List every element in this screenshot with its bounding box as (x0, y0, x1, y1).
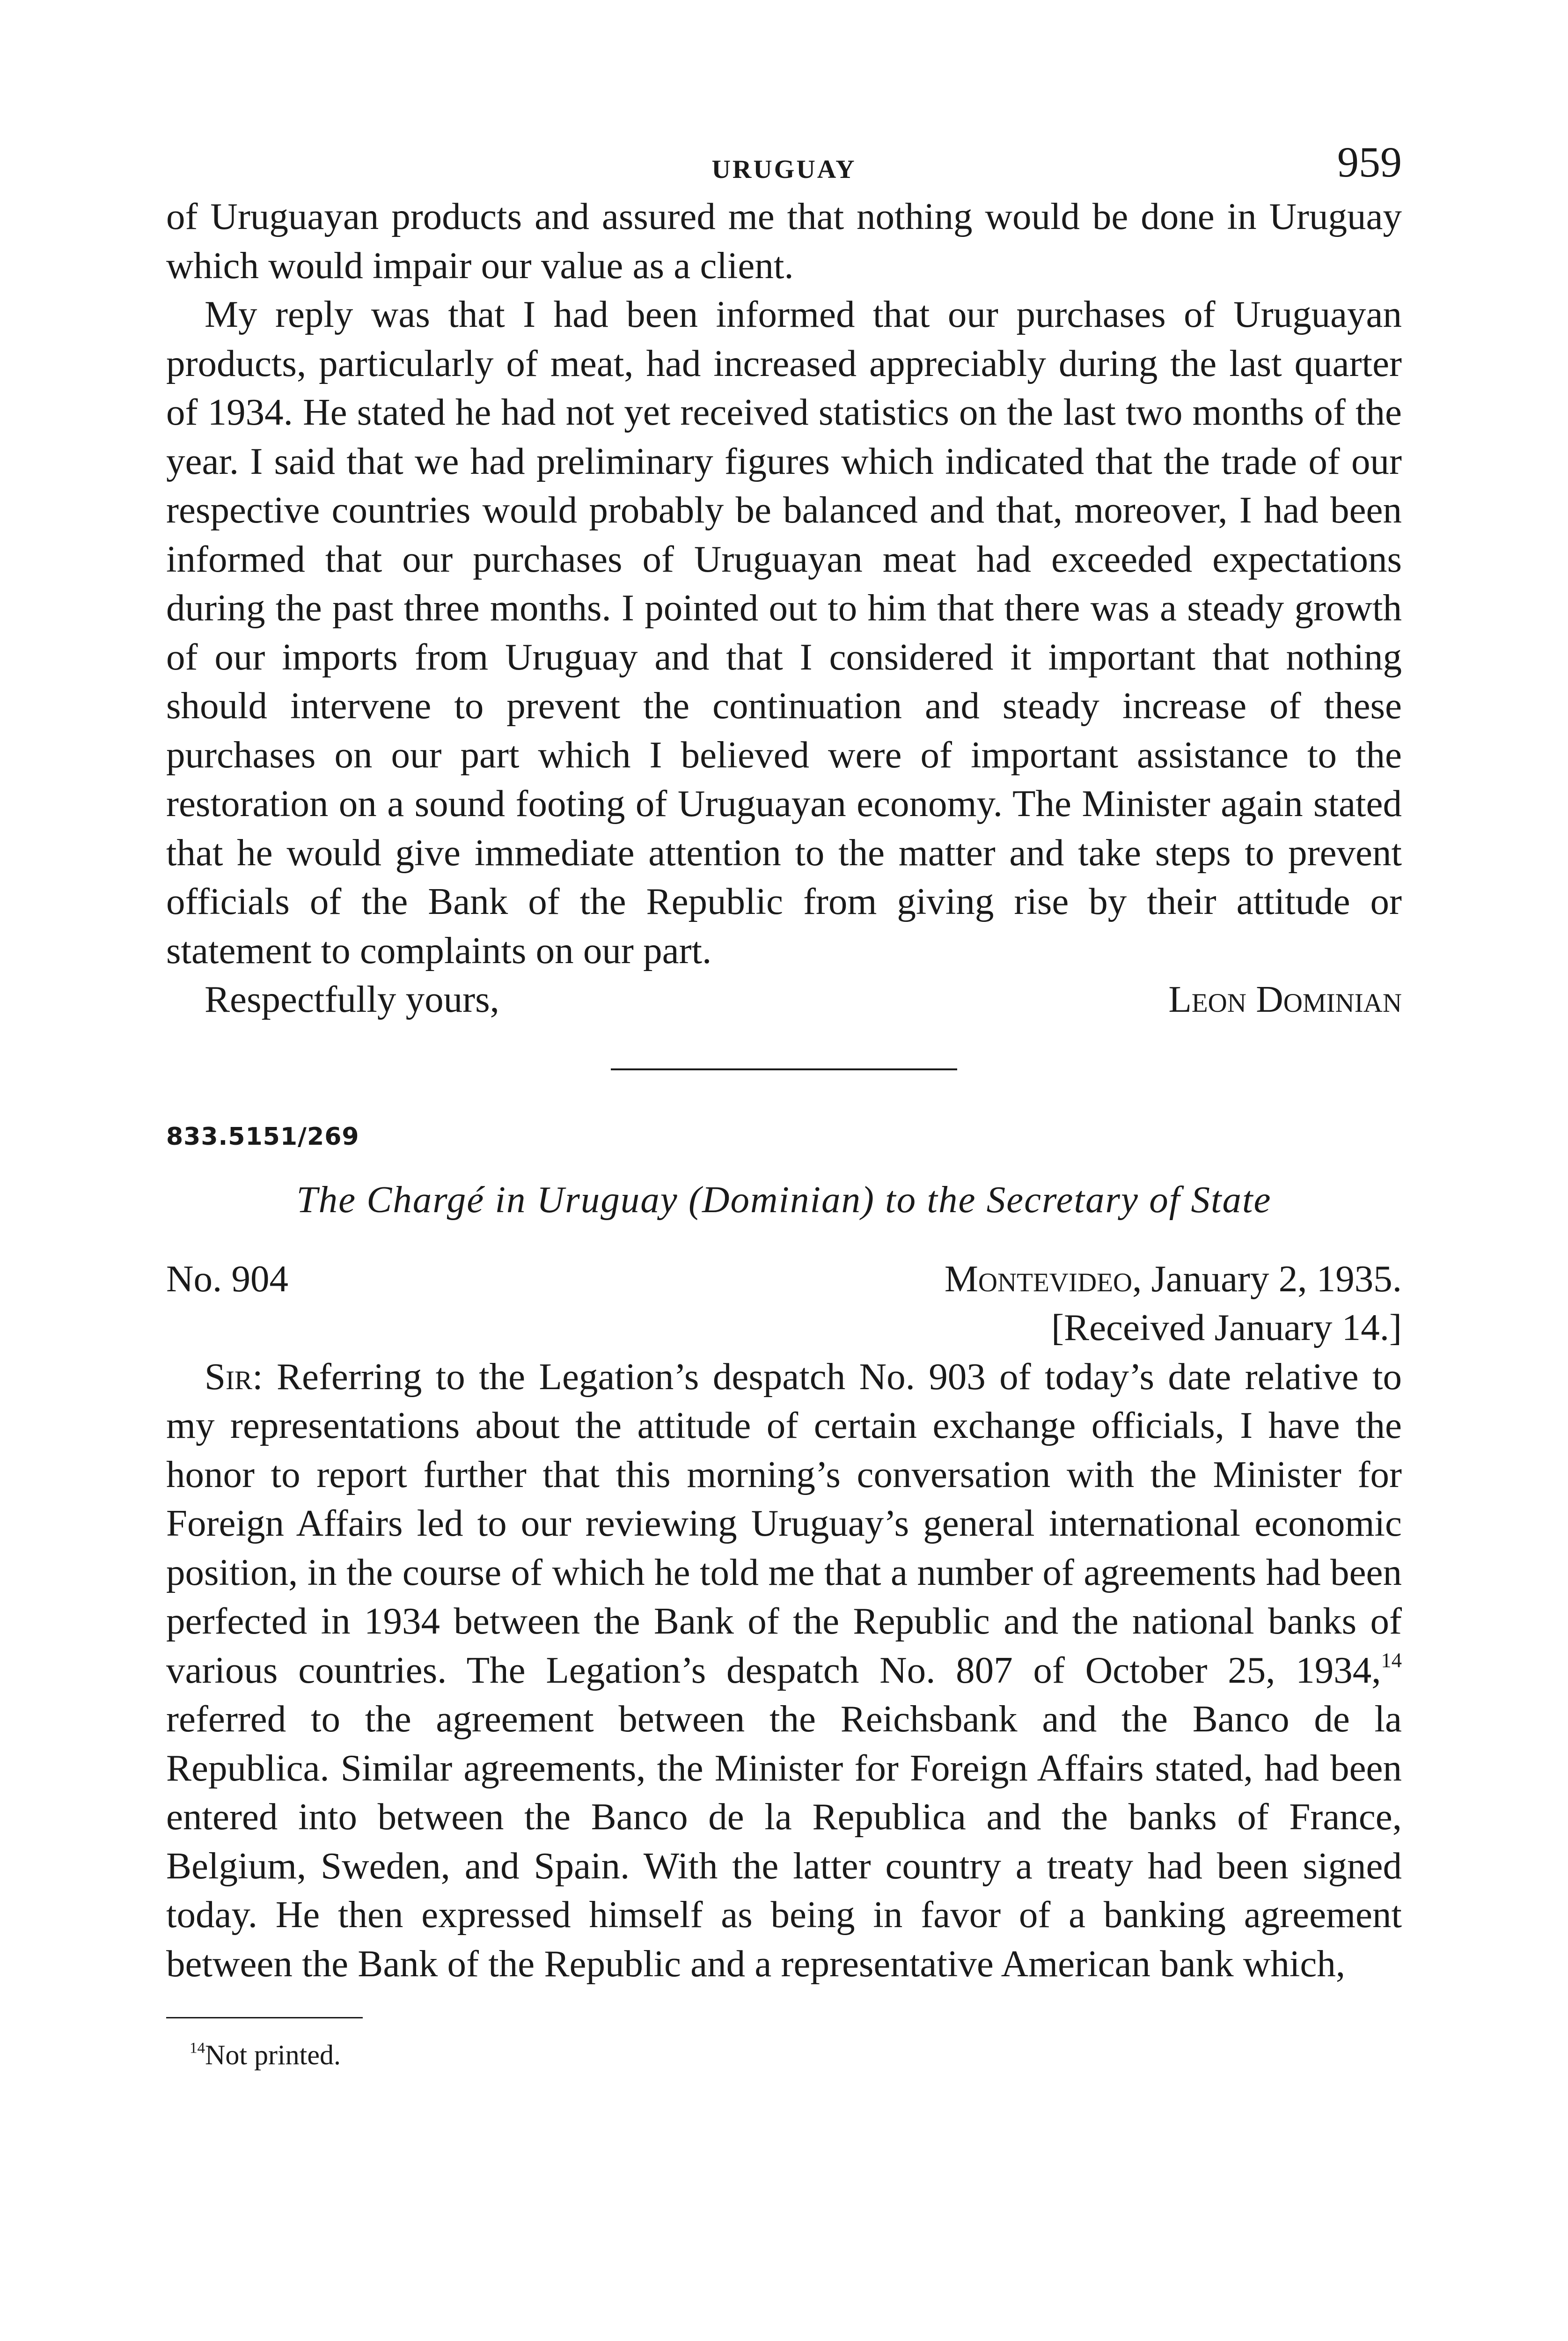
despatch-number: No. 904 (166, 1257, 288, 1300)
dateline (945, 1254, 1402, 1303)
closing-line (166, 975, 1402, 1024)
received-date: [Received January 14.] (1051, 1306, 1402, 1348)
signature: Leon Dominian (1168, 978, 1402, 1020)
salutation: Sir (205, 1355, 253, 1398)
body-part-1: : Referring to the Legation’s despatch No. 903 of today’s date relative to my representations about the attitude of certain exchange officials, I have the honor to report further that this morning’s conversation with the Minister for Foreign Affairs led to our reviewing Uruguay’s general international economic position, in the course of which he told me that a number of agreements had been perfected in 1934 between the Bank of the Republic and the national banks of various countries. The Legation’s despatch No. 807 of October 25, 1934, (166, 1355, 1402, 1691)
footnote-reference: 14 (1381, 1648, 1402, 1672)
footnote-text: Not printed. (205, 2039, 341, 2070)
running-title: URUGUAY (711, 155, 857, 184)
body-part-2: referred to the agreement between the Reichsbank and the Banco de la Republica. Similar agreements, the Minister for Foreign Affairs stated, had been entered into between the Banco de la Republica and the banks of France, Belgium, Sweden, and Spain. With the latter country a treaty had been signed today. He then expressed himself as being in favor of a banking agreement between the Bank of the Republic and a representative American bank which, (166, 1698, 1402, 1985)
document-title: The Chargé in Uruguay (Dominian) to the Secretary of State (296, 1178, 1272, 1221)
document-meta (166, 1254, 1402, 1352)
page-number: 959 (1337, 138, 1402, 186)
page (166, 140, 1402, 2071)
letter-continued (166, 192, 1402, 975)
footnote-marker: 14 (190, 2039, 205, 2057)
paragraph-continued: of Uruguayan products and assured me that nothing would be done in Uruguay which would impair our value as a client. (166, 195, 1402, 287)
despatch-body (166, 1352, 1402, 1988)
section-divider (611, 1068, 957, 1070)
despatch-paragraph (166, 1352, 1402, 1988)
file-number: 833.5151/269 (166, 1122, 359, 1151)
footnote-divider (166, 2017, 363, 2018)
footnote (166, 2039, 1402, 2071)
paragraph-reply: My reply was that I had been informed that our purchases of Uruguayan products, particularly of meat, had increased appreciably during the last quarter of 1934. He stated he had not yet received statistics on the last two months of the year. I said that we had preliminary figures which indicated that the trade of our respective countries would probably be balanced and that, moreover, I had been informed that our purchases of Uruguayan meat had exceeded expectations during the past three months. I pointed out to him that there was a steady growth of our imports from Uruguay and that I considered it important that nothing should intervene to prevent the continuation and steady increase of these purchases on our part which I believed were of important assistance to the restoration on a sound footing of Uruguayan economy. The Minister again stated that he would give immediate attention to the matter and take steps to prevent officials of the Bank of the Republic from giving rise by their attitude or statement to complaints on our part. (166, 293, 1402, 972)
dateline-date: , January 2, 1935. (1132, 1257, 1402, 1300)
running-head (166, 140, 1402, 192)
complimentary-close: Respectfully yours, (205, 978, 499, 1020)
dateline-place: Montevideo (944, 1257, 1133, 1300)
